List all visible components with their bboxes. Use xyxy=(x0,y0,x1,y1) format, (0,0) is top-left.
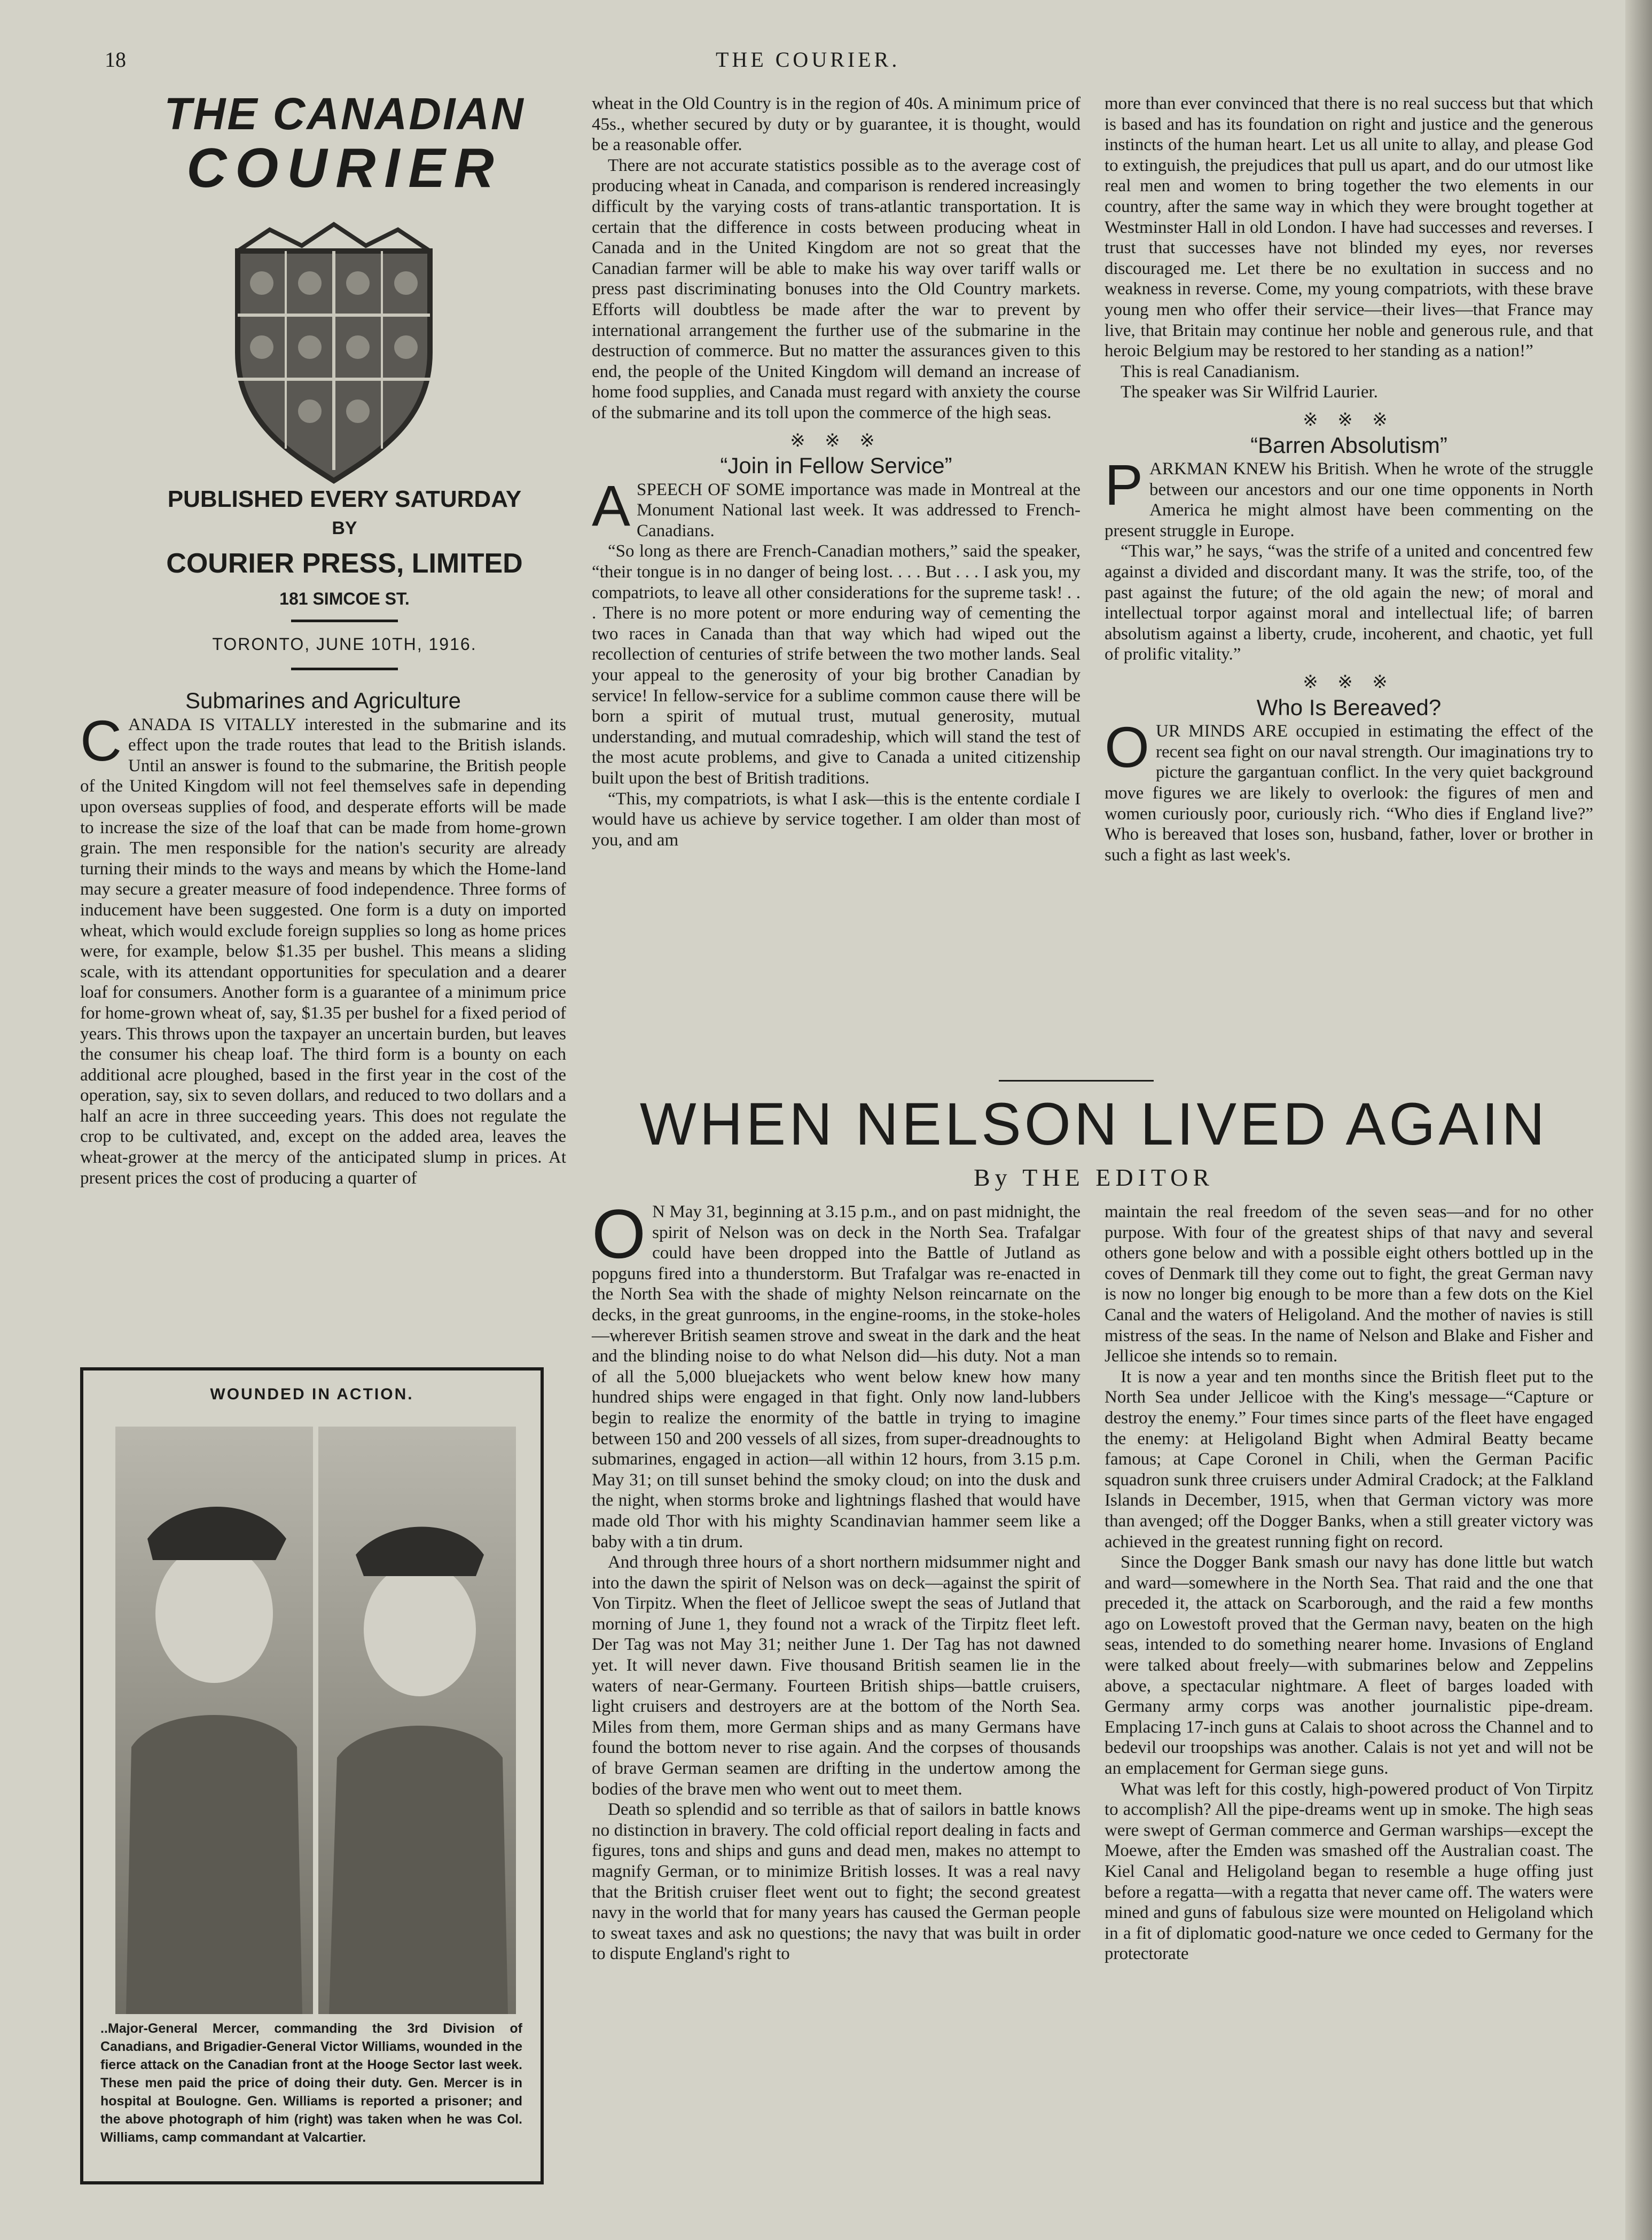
bereaved-paragraph: OUR MINDS ARE occupied in estimating the effect of the recent sea fight on our naval strength. Our imaginations try to picture the gargantuan conflict. In the very quiet background move figures we are likely to overlook: the figures of men and women curiously poor, curiously rich. “Who dies if England live?” Who is bereaved that loses son, husband, father, lover or brother in such a fight as last week's. xyxy=(1105,715,1593,865)
nelson-paragraph: And through three hours of a short northern midsummer night and into the dawn the spirit of Nelson was on deck—against the spirit of Von Tirpitz. When the fleet of Jellicoe swept the seas of Jutland that morning of June 1, they found not a wrack of the Tirpitz fleet left. Der Tag was not May 31; neither June 1. Der Tag has not dawned yet. It will never dawn. Five thousand British seamen lie in the waters of near-Germany. Fourteen British ships—battle cruisers, light cruisers and destroyers are at the bottom of the North Sea. Miles from them, more German ships and as many Germans have found the bottom never to rise again. And the corpses of thousands of brave German seamen are drifting in the undertow among the bodies of the brave men who went out to meet them. xyxy=(592,1553,1081,1799)
fellow-service-paragraph: ASPEECH OF SOME importance was made in Montreal at the Monument National last week. It was addressed to French-Canadians. xyxy=(592,473,1081,541)
portrait-photo-right xyxy=(318,1427,516,2014)
photo-caption: ..Major-General Mercer, commanding the 3rd Division of Canadians, and Brigadier-General Victor Williams, wounded in the fierce attack on the Canadian front at the Hooge Sector last week. These men paid the price of doing their duty. Gen. Mercer is in hospital at Boulogne. Gen. Williams is reported a prisoner; and the above photograph of him (right) was taken when he was Col. Williams, camp commandant at Valcartier. xyxy=(100,2021,522,2145)
fellow-service-paragraph: This is real Canadianism. xyxy=(1121,362,1300,381)
masthead-title-line2: COURIER xyxy=(186,137,503,199)
submarines-article xyxy=(80,686,566,1188)
fellow-service-heading: “Join in Fellow Service” xyxy=(720,453,952,479)
nelson-paragraph: O N May 31, beginning at 3.15 p.m., and on past midnight, the spirit of Nelson was on deck in the North Sea. Trafalgar could have been dropped into the Battle of Jutland as popguns fired into a thunderstorm. But Trafalgar was re-enacted in the North Sea with the shade of mighty Nelson reincarnate on the decks, in the great gunrooms, in the engine-rooms, in the stoke-holes—wherever British seamen strove and sweat in the dark and the heat and the blinding noise to do what Nelson did—his duty. Not a man of all the 5,000 bluejackets who went below knew how many hundred ships were engaged in that fight. Only now land-lubbers begin to realize the enormity of the battle in trying to imagine between 150 and 200 vessels of all sizes, from super-dreadnoughts to submarines, engaged in action—all within 12 hours, from 3.15 p.m. May 31; on till sunset behind the smoky cloud; on into the dusk and the night, when storms broke and lightnings flashed that would have made old Thor with his mighty Scandinavian hammer seem like a baby with a tin drum. xyxy=(592,1195,1081,1552)
nelson-column-right xyxy=(1105,1202,1593,1964)
dropcap: A xyxy=(592,473,631,538)
running-title: THE COURIER. xyxy=(716,48,901,72)
ornament: ※ ※ ※ xyxy=(1303,410,1395,430)
submarines-continued: wheat in the Old Country is in the region of 40s. A minimum price of 45s., whether secured by duty or by guarantee, it is thought, would be a reasonable offer. xyxy=(592,94,1081,155)
wounded-photo-box xyxy=(80,1367,544,2184)
barren-paragraph: PARKMAN KNEW his British. When he wrote of the struggle between our ancestors and our one time opponents in North America he might almost have been commenting on the present struggle in Europe. xyxy=(1105,452,1593,541)
ornament: ※ ※ ※ xyxy=(1303,672,1395,693)
page-number: 18 xyxy=(105,48,126,72)
dropcap: C xyxy=(80,708,122,773)
nelson-paragraph: It is now a year and ten months since the British fleet put to the North Sea under Jellicoe with the King's message—“Capture or destroy the enemy.” Four times since parts of the fleet have engaged the enemy: at Heligoland Bight when Admiral Beatty became famous; at Cape Coronel in Chili, when the German Pacific squadron sunk three cruisers under Admiral Cradock; at the Falkland Islands in December, 1915, when that German victory was more than avenged; off the Dogger Banks, when a still greater victory was achieved in the greatest running fight on record. xyxy=(1105,1367,1593,1552)
nelson-paragraph: Since the Dogger Bank smash our navy has done little but watch and ward—somewhere in the North Sea. That raid and the one that preceded it, the attack on Scarborough, and the raid a few months ago on Lowestoft proved that the German navy, beaten on the high seas, intended to do something nearer home. Invasions of England were talked about freely—with submarines below and Zeppelins above, a spectacular nightmare. A fleet of barges loaded with Germany army corps was another journalistic pipe-dream. Emplacing 17-inch guns at Calais to shoot across the Channel and to bedevil our troopships was another. Calais is not yet and will not be an emplacement for German siege guns. xyxy=(1105,1553,1593,1779)
nelson-column-left xyxy=(592,1195,1081,1964)
nelson-rule xyxy=(999,1080,1154,1082)
barren-paragraph: “This war,” he says, “was the strife of a united and concentred few against a divided and discordant many. It was the strife, too, of the past against the future; of the old again the new; of moral and intellectual torpor against moral and intellectual life; of barren absolutism against a liberty, crude, incoherent, and chaotic, yet full of prolific vitality.” xyxy=(1105,542,1593,664)
submarines-continued: There are not accurate statistics possible as to the average cost of producing wheat in Canada, and comparison is rendered increasingly difficult by the varying costs of trans-atlantic transportation. It is certain that the difference in costs between producing wheat in Canada and in the United Kingdom are not so great that the Canadian farmer will be able to make his way over tariff walls or press past discriminating bonuses into the Old Country markets. Efforts will doubtless be made after the war to prevent by international arrangement the further use of the submarine in the destruction of commerce. But no matter the assurances given to this end, the people of the United Kingdom will demand an increase of home food supplies, and Canada must regard with anxiety the course of the submarine and its toll upon the commerce of the high seas. xyxy=(592,155,1081,422)
masthead xyxy=(80,88,609,200)
coat-of-arms-icon xyxy=(206,219,462,486)
nelson-paragraph: maintain the real freedom of the seven seas—and for no other purpose. With four of the greatest ships of that navy and several others gone below and with a possible eight others bottled up in the coves of Denmark till they come out to fight, the great German navy is now no longer big enough to be more than a few dots on the Kiel Canal and the waters of Heligoland. And the mother of navies is still mistress of the seas. In the name of Nelson and Blake and Fisher and Jellicoe she intends so to remain. xyxy=(1105,1202,1593,1366)
column-two xyxy=(592,93,1081,850)
portrait-photo-left xyxy=(115,1427,313,2014)
fellow-service-paragraph: The speaker was Sir Wilfrid Laurier. xyxy=(1121,382,1378,402)
nelson-byline: By THE EDITOR xyxy=(973,1164,1215,1191)
photo-box-label: WOUNDED IN ACTION. xyxy=(210,1385,414,1403)
masthead-title-line1: THE CANADIAN xyxy=(164,89,525,139)
fellow-service-paragraph: more than ever convinced that there is no real success but that which is based and has its foundation on right and justice and the generous instincts of the human heart. Let us all unite to allay, and please God to extinguish, the prejudices that pull us apart, and do our utmost like real men and women to bring together the two elements in our country, after the same way in which they were brought together at Westminster Hall in old London. I have had successes and reverses. I trust that successes have not blinded my eyes, nor reverses discouraged me. Let there be no exultation in success and no weakness in reverse. Come, my young compatriots, with these brave young men who offer their service—their lives—that France may live, that Britain may continue her noble and generous rule, and that heroic Belgium may be restored to her standing as a nation!” xyxy=(1105,94,1593,361)
submarines-paragraph: CANADA IS VITALLY interested in the submarine and its effect upon the trade routes that lead to the British islands. Until an answer is found to the submarine, the British people of the United Kingdom will not feel themselves safe in depending upon overseas supplies of food, and desperate efforts will be made to increase the size of the loaf that can be made from home-grown grain. The men responsible for the nation's security are already turning their minds to the ways and means by which the Home-land may secure a greater measure of food independence. Three forms of inducement have been suggested. One form is a duty on imported wheat, which would exclude foreign supplies so long as home prices were, for example, below $1.35 per bushel. This means a sliding scale, with its attendant opportunities for speculation and a dearer loaf for consumers. Another form is a guarantee of a minimum price for home-grown wheat of, say, $1.35 per bushel for a fixed period of years. This throws upon the taxpayer an uncertain burden, but leaves the consumer his cheap loaf. The third form is a bounty on each additional acre ploughed, based in the first year in the cost of the operation, say, six to seven dollars, and reduced to two dollars and a half an acre in three succeeding years. This does not regulate the crop to be cultivated, and, except on the added area, leaves the wheat-grower at the mercy of the anticipated slump in prices. At present prices the cost of producing a quarter of xyxy=(80,708,566,1188)
column-three xyxy=(1105,93,1593,865)
masthead-published: PUBLISHED EVERY SATURDAY xyxy=(167,486,522,512)
nelson-paragraph: Death so splendid and so terrible as that of sailors in battle knows no distinction in bravery. The cold official report dealing in facts and figures, tons and ships and guns and dead men, makes no attempt to magnify German, or to minimize British losses. It was a real navy that the British cruiser fleet went out to fight; the second greatest navy in the world that for many years has caused the German people to sweat taxes and ask no questions; the navy that was built in order to dispute England's right to xyxy=(592,1800,1081,1964)
ornament: ※ ※ ※ xyxy=(790,430,882,451)
dropcap: P xyxy=(1105,452,1144,518)
masthead-rule-bottom xyxy=(291,668,398,670)
masthead-dateline: TORONTO, JUNE 10TH, 1916. xyxy=(212,635,477,654)
masthead-by: BY xyxy=(332,518,357,538)
submarines-heading: Submarines and Agriculture xyxy=(185,688,461,713)
masthead-publisher: COURIER PRESS, LIMITED xyxy=(166,548,523,579)
barren-absolutism-heading: “Barren Absolutism” xyxy=(1250,432,1447,458)
fellow-service-paragraph: “This, my compatriots, is what I ask—this is the entente cordiale I would have us achieve by service together. I am older than most of you, and am xyxy=(592,789,1081,850)
page-edge xyxy=(1625,0,1652,2240)
nelson-paragraph: What was left for this costly, high-powered product of Von Tirpitz to accomplish? All the pipe-dreams went up in smoke. The high seas were swept of German commerce and German warships—except the Moewe, after the Emden was smashed off the Australian coast. The Kiel Canal and Heligoland began to resemble a huge offing just before a regatta—with a regatta that never came off. The waters were mined and guns of fabulous size were mounted on Heligoland which in a fit of diplomatic good-nature we once ceded to Germany for the protectorate xyxy=(1105,1779,1593,1964)
nelson-headline: WHEN NELSON LIVED AGAIN xyxy=(639,1091,1548,1157)
who-is-bereaved-heading: Who Is Bereaved? xyxy=(1256,694,1442,720)
masthead-rule-top xyxy=(291,620,398,622)
dropcap: O xyxy=(592,1195,646,1273)
fellow-service-paragraph: “So long as there are French-Canadian mothers,” said the speaker, “their tongue is in no danger of being lost. . . . But . . . I ask you, my compatriots, to leave all other considerations for the supreme task! . . . There is no more potent or more enduring way of cementing the two races in Canada than that way which had wiped out the recollection of centuries of strife between the two mother lands. Seal your appeal to the generosity of your big brother Canadian by service! In fellow-service for a sublime common cause there will be born a spirit of mutual trust, mutual generosity, mutual understanding, and mutual comradeship, which will stand the test of the most acute problems, and give to Canada a united citizenship built upon the best of British traditions. xyxy=(592,542,1081,788)
dropcap: O xyxy=(1105,715,1150,780)
masthead-address: 181 SIMCOE ST. xyxy=(279,589,410,608)
